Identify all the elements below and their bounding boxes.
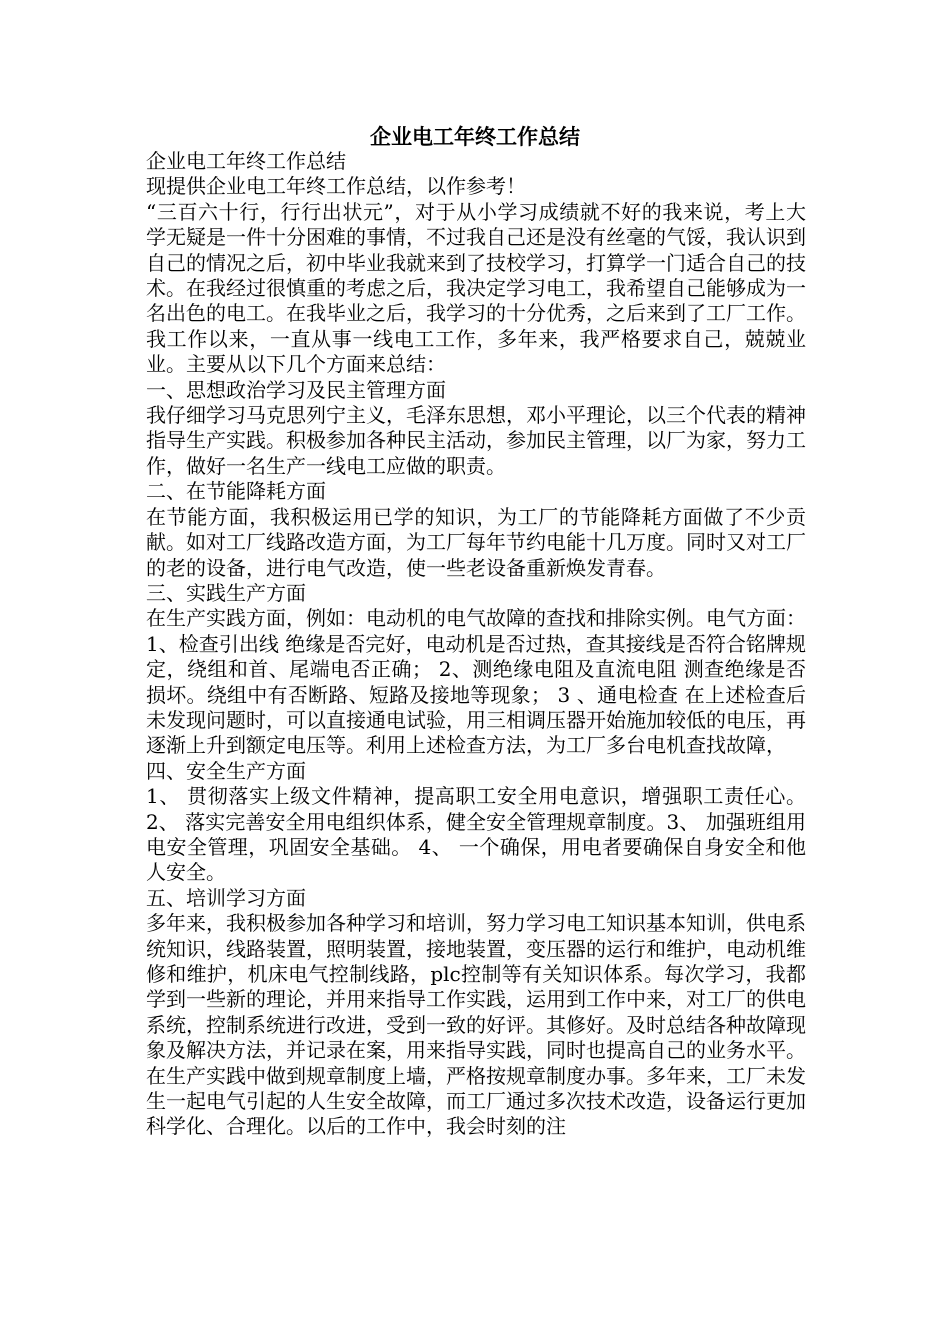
paragraph-section-3: 在生产实践方面，例如：电动机的电气故障的查找和排除实例。电气方面： 1、检查引出线 绝缘是否完好，电动机是否过热，查其接线是否符合铭牌规定，绕组和首、尾端电否正确； 2、测绝缘电阻及直流电阻 测查绝缘是否损坏。绕组中有否断路、短路及接地等现象； 3 、通电检查 在上述检查后未发现问题时，可以直接通电试验，用三相调压器开始施加较低的电压，再逐渐上升到额定电压等。利用上述检查方法，为工厂多台电机查找故障， [146, 606, 806, 758]
document-body [146, 149, 806, 1140]
section-heading-1: 一、思想政治学习及民主管理方面 [146, 377, 446, 402]
document-title: 企业电工年终工作总结 [370, 124, 580, 149]
paragraph-section-2: 在节能方面，我积极运用已学的知识，为工厂的节能降耗方面做了不少贡献。如对工厂线路改造方面，为工厂每年节约电能十几万度。同时又对工厂的老的设备，进行电气改造，使一些老设备重新焕发青春。 [146, 504, 806, 580]
paragraph-section-1: 我仔细学习马克思列宁主义，毛泽东思想，邓小平理论，以三个代表的精神指导生产实践。积极参加各种民主活动，参加民主管理，以厂为家，努力工作，做好一名生产一线电工应做的职责。 [146, 403, 806, 478]
section-heading-4: 四、安全生产方面 [146, 758, 306, 783]
paragraph-opening: “三百六十行，行行出状元”，对于从小学习成绩就不好的我来说，考上大学无疑是一件十分困难的事情，不过我自己还是没有丝毫的气馁，我认识到自己的情况之后，初中毕业我就来到了技校学习，打算学一门适合自己的技术。在我经过很慎重的考虑之后，我决定学习电工，我希望自己能够成为一名出色的电工。在我毕业之后，我学习的十分优秀，之后来到了工厂工作。我工作以来，一直从事一线电工工作，多年来，我严格要求自己，兢兢业业。主要从以下几个方面来总结： [146, 199, 806, 377]
paragraph-intro: 现提供企业电工年终工作总结，以作参考！ [146, 174, 526, 199]
section-heading-3: 三、实践生产方面 [146, 580, 306, 605]
paragraph-section-5: 多年来，我积极参加各种学习和培训，努力学习电工知识基本知训，供电系统知识，线路装置，照明装置，接地装置，变压器的运行和维护，电动机维修和维护，机床电气控制线路，plc控制等有关知识体系。每次学习，我都学到一些新的理论，并用来指导工作实践，运用到工作中来，对工厂的供电系统，控制系统进行改进，受到一致的好评。其修好。及时总结各种故障现象及解决方法，并记录在案，用来指导实践，同时也提高自己的业务水平。 [146, 911, 806, 1063]
paragraph-section-4: 1、 贯彻落实上级文件精神，提高职工安全用电意识，增强职工责任心。 2、 落实完善安全用电组织体系，健全安全管理规章制度。3、 加强班组用电安全管理，巩固安全基础。 4、 一个确保，用电者要确保自身安全和他人安全。 [146, 784, 806, 885]
section-heading-5: 五、培训学习方面 [146, 885, 306, 910]
section-heading-2: 二、在节能降耗方面 [146, 479, 326, 504]
paragraph-heading-repeat: 企业电工年终工作总结 [146, 149, 346, 173]
paragraph-closing: 在生产实践中做到规章制度上墙，严格按规章制度办事。多年来，工厂未发生一起电气引起的人生安全故障，而工厂通过多次技术改造，设备运行更加科学化、合理化。以后的工作中，我会时刻的注 [146, 1063, 806, 1139]
